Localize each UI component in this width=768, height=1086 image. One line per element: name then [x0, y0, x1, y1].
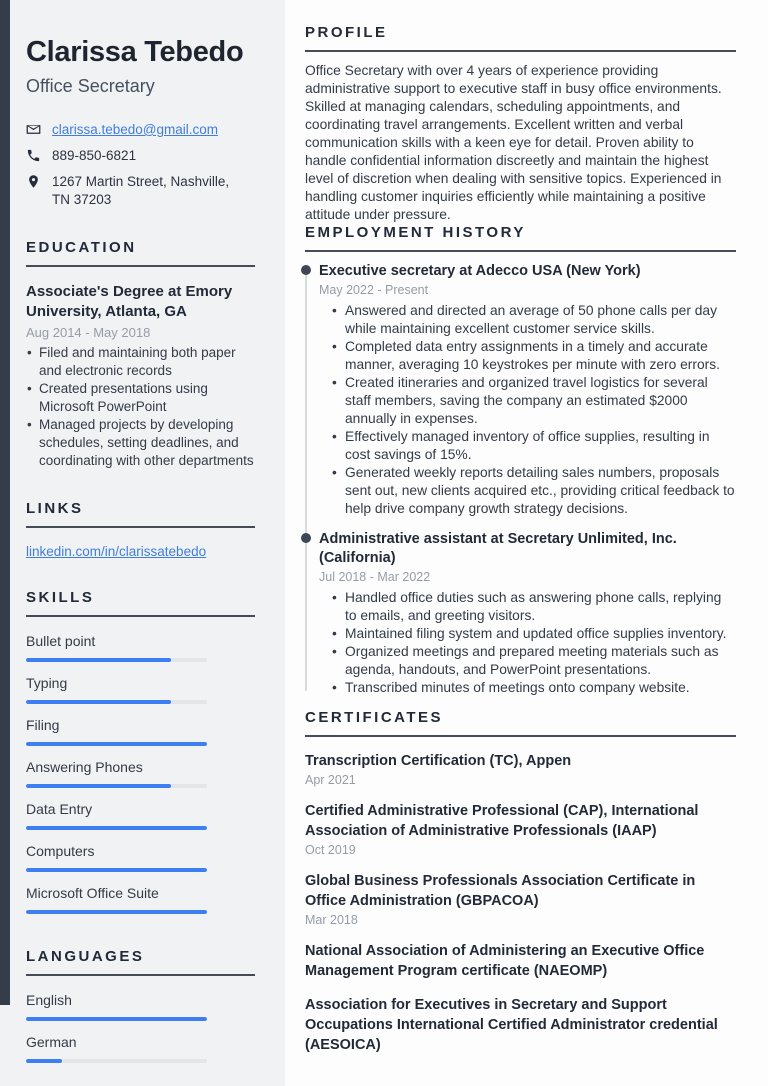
links-rule — [26, 526, 255, 528]
education-date: Aug 2014 - May 2018 — [26, 325, 151, 340]
education-rule — [26, 265, 255, 267]
employment-heading: EMPLOYMENT HISTORY — [305, 224, 526, 241]
person-job-title: Office Secretary — [26, 76, 155, 96]
job-bullet: • Maintained filing system and updated office supplies inventory. — [319, 625, 736, 643]
main-column — [285, 0, 768, 1086]
certificates-heading: CERTIFICATES — [305, 709, 444, 726]
job-bullet-list — [319, 302, 736, 518]
job-bullet: • Created itineraries and organized travel logistics for several staff members, saving the company an estimated $2000 annually in expenses. — [319, 374, 736, 428]
person-name: Clarissa Tebedo — [26, 36, 244, 68]
skill-item-bar — [26, 742, 207, 746]
education-bullet: • Filed and maintaining both paper and electronic records — [26, 344, 255, 380]
skill-item-bar — [26, 826, 207, 830]
certificate-date: Mar 2018 — [305, 913, 358, 927]
job-bullet: • Organized meetings and prepared meeting materials such as agenda, handouts, and PowerPoint presentations. — [319, 643, 736, 679]
accent-stripe — [0, 0, 10, 1005]
language-item-bar — [26, 1017, 207, 1021]
skills-rule — [26, 615, 255, 617]
jobs-list — [305, 262, 736, 697]
language-item — [26, 1034, 255, 1063]
employment-rule — [305, 250, 736, 252]
job-bullet: • Answered and directed an average of 50 phone calls per day while maintaining excellent customer service skills. — [319, 302, 736, 338]
address-text: 1267 Martin Street, Nashville, TN 37203 — [52, 174, 230, 207]
skill-item-bar — [26, 910, 207, 914]
job-bullet-list — [319, 589, 736, 697]
employment-timeline — [305, 262, 736, 697]
profile-section — [305, 24, 736, 224]
certificates-rule — [305, 735, 736, 737]
skill-item-bar-fill — [26, 658, 171, 662]
language-item-label: German — [26, 1034, 77, 1050]
language-item-bar — [26, 1059, 207, 1063]
skill-item-bar-fill — [26, 784, 171, 788]
envelope-icon — [26, 122, 41, 137]
skill-item-bar-fill — [26, 742, 207, 746]
contact-phone-row — [26, 147, 255, 165]
employment-section — [305, 224, 736, 697]
skill-item-bar-fill — [26, 910, 207, 914]
certificates-section — [305, 709, 736, 1055]
certificate-title: Association for Executives in Secretary and Support Occupations International Certified Administrator credential (AESOICA) — [305, 997, 718, 1053]
skill-item-label: Answering Phones — [26, 759, 143, 775]
contact-email-row — [26, 121, 255, 139]
education-heading: EDUCATION — [26, 239, 137, 256]
links-heading: LINKS — [26, 500, 84, 517]
skills-section — [26, 589, 255, 914]
location-pin-icon — [26, 174, 41, 189]
skill-item-bar-fill — [26, 700, 171, 704]
profile-rule — [305, 50, 736, 52]
skill-item — [26, 801, 255, 830]
skill-item-bar — [26, 658, 207, 662]
languages-heading: LANGUAGES — [26, 948, 145, 965]
phone-number: 889-850-6821 — [52, 148, 137, 163]
job-bullet: • Generated weekly reports detailing sales numbers, proposals sent out, new clients acquired etc., providing critical feedback to help drive company growth strategy decisions. — [319, 464, 736, 518]
job-entry — [305, 262, 736, 518]
skill-item-label: Filing — [26, 717, 60, 733]
job-bullet: • Transcribed minutes of meetings onto company website. — [319, 679, 736, 697]
certificate-entry — [305, 941, 736, 981]
education-degree: Associate's Degree at Emory University, Atlanta, GA — [26, 283, 233, 320]
linkedin-link[interactable]: linkedin.com/in/clarissatebedo — [26, 544, 207, 559]
certificate-entry — [305, 801, 736, 857]
job-date: Jul 2018 - Mar 2022 — [319, 570, 431, 584]
timeline-dot — [301, 533, 311, 543]
certificate-title: National Association of Administering an Executive Office Management Program certificate (NAEOMP) — [305, 943, 705, 979]
skill-item-label: Data Entry — [26, 801, 93, 817]
skill-item-label: Bullet point — [26, 633, 96, 649]
contact-address-row — [26, 173, 255, 209]
education-section — [26, 239, 255, 470]
skill-item — [26, 675, 255, 704]
language-item-bar-fill — [26, 1017, 207, 1021]
certificate-entry — [305, 751, 736, 787]
languages-list — [26, 992, 255, 1063]
languages-section — [26, 948, 255, 1063]
job-bullet: • Completed data entry assignments in a timely and accurate manner, averaging 10 keystrokes per minute with zero errors. — [319, 338, 736, 374]
skill-item-bar — [26, 868, 207, 872]
profile-text: Office Secretary with over 4 years of experience providing administrative support to executive staff in busy office environments. Skilled at managing calendars, scheduling appointments, and coordinating travel arrangements. Excellent written and verbal communication skills with a keen eye for detail. Proven ability to handle confidential information discreetly and maintain the highest level of discretion when dealing with sensitive topics. Experienced in handling customer inquiries efficiently while maintaining a positive attitude under pressure. — [305, 63, 722, 222]
skill-item-label: Microsoft Office Suite — [26, 885, 159, 901]
skill-item-bar-fill — [26, 868, 207, 872]
certificate-title: Transcription Certification (TC), Appen — [305, 753, 572, 769]
email-link[interactable]: clarissa.tebedo@gmail.com — [52, 122, 219, 137]
job-title: Administrative assistant at Secretary Unlimited, Inc. (California) — [319, 531, 677, 566]
timeline-dot — [301, 265, 311, 275]
links-section — [26, 500, 255, 559]
skill-item — [26, 843, 255, 872]
skill-item — [26, 885, 255, 914]
skill-item-label: Typing — [26, 675, 68, 691]
language-item-bar-fill — [26, 1059, 62, 1063]
phone-icon — [26, 148, 41, 163]
sidebar — [0, 0, 285, 1086]
certificate-date: Apr 2021 — [305, 773, 356, 787]
skill-item-bar — [26, 700, 207, 704]
contact-block — [26, 121, 255, 209]
job-entry — [305, 530, 736, 697]
certificate-entry — [305, 871, 736, 927]
certificate-title: Global Business Professionals Association Certificate in Office Administration (GBPACOA) — [305, 873, 696, 909]
certificate-date: Oct 2019 — [305, 843, 356, 857]
skill-item — [26, 759, 255, 788]
skill-item-label: Computers — [26, 843, 95, 859]
profile-heading: PROFILE — [305, 24, 388, 41]
job-title: Executive secretary at Adecco USA (New York) — [319, 263, 641, 279]
job-date: May 2022 - Present — [319, 283, 429, 297]
certificate-entry — [305, 995, 736, 1055]
skills-list — [26, 633, 255, 914]
skill-item-bar — [26, 784, 207, 788]
education-bullet: • Created presentations using Microsoft PowerPoint — [26, 380, 255, 416]
education-bullet: • Managed projects by developing schedules, setting deadlines, and coordinating with other departments — [26, 416, 255, 470]
job-bullet: • Handled office duties such as answering phone calls, replying to emails, and greeting visitors. — [319, 589, 736, 625]
language-item — [26, 992, 255, 1021]
skill-item — [26, 717, 255, 746]
skills-heading: SKILLS — [26, 589, 95, 606]
languages-rule — [26, 974, 255, 976]
language-item-label: English — [26, 992, 72, 1008]
skill-item — [26, 633, 255, 662]
certificate-title: Certified Administrative Professional (CAP), International Association of Administrative Professionals (IAAP) — [305, 803, 699, 839]
skill-item-bar-fill — [26, 826, 207, 830]
education-bullet-list — [26, 344, 255, 470]
certificates-list — [305, 751, 736, 1055]
job-bullet: • Effectively managed inventory of office supplies, resulting in cost savings of 15%. — [319, 428, 736, 464]
